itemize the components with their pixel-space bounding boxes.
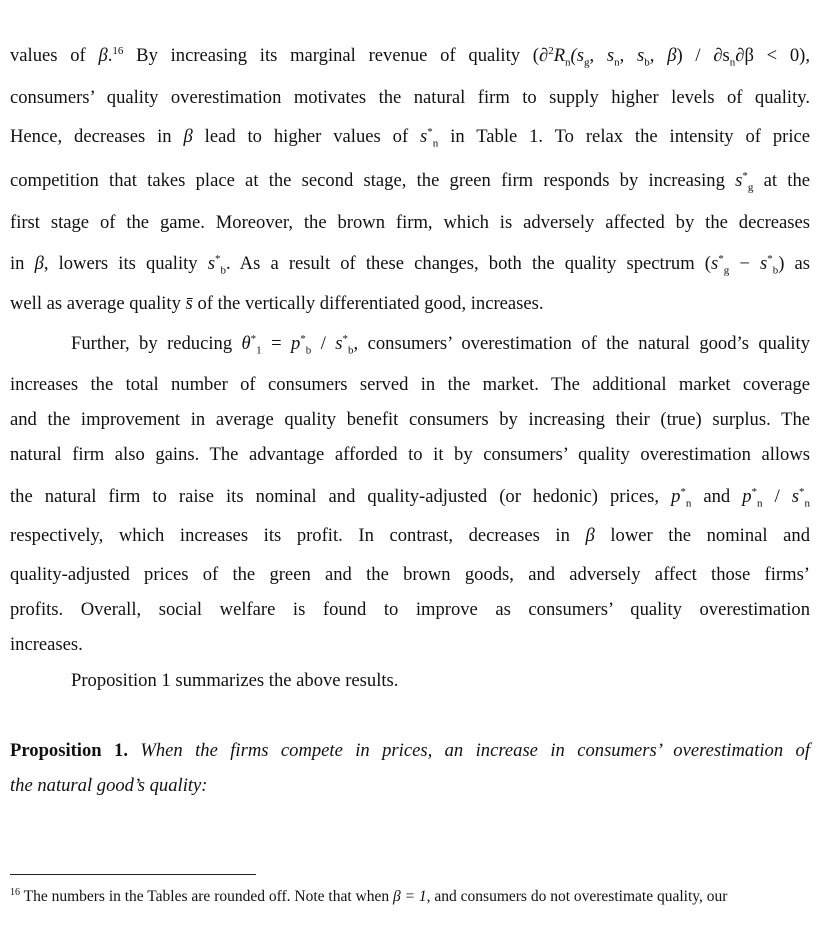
- text-line: consumers’ quality overestimation motivates the natural firm to supply higher levels of quality.: [10, 87, 810, 108]
- proposition-text: the natural good’s quality:: [10, 775, 208, 796]
- text-line: Proposition 1 summarizes the above results.: [71, 670, 399, 691]
- text-line: competition that takes place at the second stage, the green firm responds by increasing $s^*_g$ at the: [10, 169, 810, 194]
- text-line: quality-adjusted prices of the green and the brown goods, and adversely affect those firms’: [10, 564, 810, 585]
- text-line: Further, by reducing $\theta^*_1 = p^*_b / s^*_b$, consumers’ overestimation of the natural good’s quality: [71, 332, 810, 357]
- text-line: first stage of the game. Moreover, the brown firm, which is adversely affected by the decreases: [10, 212, 810, 233]
- text-line: well as average quality s̄ of the vertically differentiated good, increases.: [10, 293, 544, 314]
- text-line: profits. Overall, social welfare is found to improve as consumers’ quality overestimation: [10, 599, 810, 620]
- text-line: in β, lowers its quality $s^*_b$. As a result of these changes, both the quality spectrum $(s^*_g - s^*_b)$ as: [10, 252, 810, 277]
- proposition-label: Proposition 1.: [10, 740, 128, 761]
- footnote-divider: [10, 874, 256, 875]
- text-line: increases the total number of consumers served in the market. The additional market coverage: [10, 374, 810, 395]
- text-line: natural firm also gains. The advantage afforded to it by consumers’ quality overestimation allows: [10, 444, 810, 465]
- text-line: and the improvement in average quality benefit consumers by increasing their (true) surplus. The: [10, 409, 810, 430]
- proposition-heading: Proposition 1. When the firms compete in prices, an increase in consumers’ overestimation of: [10, 740, 810, 761]
- text-line: increases.: [10, 634, 83, 655]
- footnote-ref[interactable]: 16: [112, 44, 124, 57]
- footnote: $^{16}$ The numbers in the Tables are rounded off. Note that when β = 1, and consumers do not overestimate quality, our: [10, 886, 728, 905]
- text-line: the natural firm to raise its nominal and quality-adjusted (or hedonic) prices, $p^*_n$ and $p^*_n / s^*_n$: [10, 485, 810, 510]
- text-line: Hence, decreases in β lead to higher values of $s^*_n$ in Table 1. To relax the intensity of price: [10, 125, 810, 150]
- text-line: values of β.$^{16}$ By increasing its marginal revenue of quality ($\partial^2R_n(s_g$, $s_n$, $s_b$, $\beta) / \partial s_n\partial\beta < 0$),: [10, 44, 811, 69]
- text-line: respectively, which increases its profit. In contrast, decreases in β lower the nominal and: [10, 525, 810, 546]
